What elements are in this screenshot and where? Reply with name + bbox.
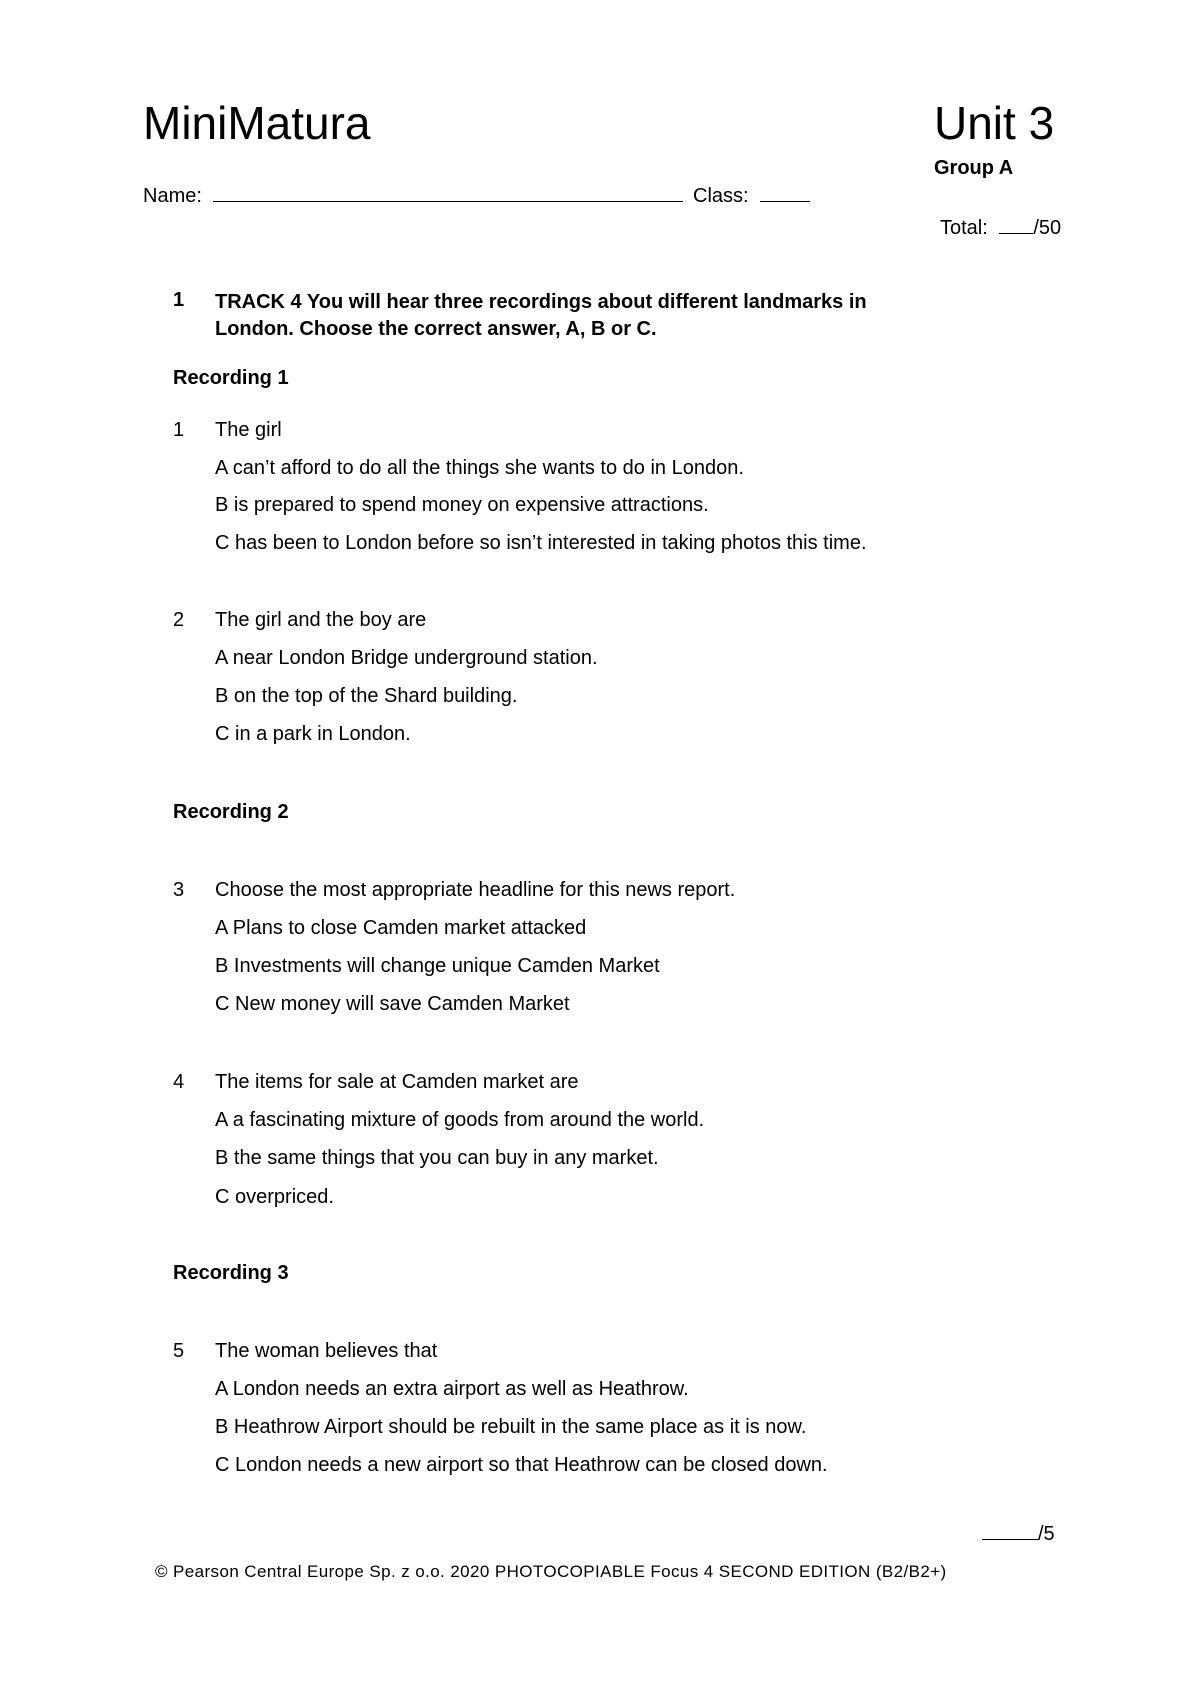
class-label: Class: bbox=[693, 185, 749, 207]
name-class-row bbox=[143, 183, 810, 208]
total-label: Total: bbox=[940, 217, 988, 239]
question-number: 1 bbox=[173, 419, 185, 441]
question-1-option-a[interactable]: A can’t afford to do all the things she wants to do in London. bbox=[215, 457, 744, 479]
question-stem: The girl and the boy are bbox=[215, 609, 427, 631]
question-3-option-a[interactable]: A Plans to close Camden market attacked bbox=[215, 917, 587, 939]
copyright-footer: © Pearson Central Europe Sp. z o.o. 2020 PHOTOCOPIABLE Focus 4 SECOND EDITION (B2/B2+) bbox=[155, 1562, 947, 1581]
score-max: /5 bbox=[1038, 1523, 1055, 1545]
question-5-option-a[interactable]: A London needs an extra airport as well as Heathrow. bbox=[215, 1378, 689, 1400]
question-number: 4 bbox=[173, 1071, 185, 1093]
question-3-option-c[interactable]: C New money will save Camden Market bbox=[215, 993, 570, 1015]
question-5-option-b[interactable]: B Heathrow Airport should be rebuilt in the same place as it is now. bbox=[215, 1416, 807, 1438]
question-stem: The woman believes that bbox=[215, 1340, 438, 1362]
question-4-option-b[interactable]: B the same things that you can buy in any market. bbox=[215, 1147, 659, 1169]
question-4-option-a[interactable]: A a fascinating mixture of goods from around the world. bbox=[215, 1109, 705, 1131]
recording-3-heading: Recording 3 bbox=[173, 1262, 289, 1284]
total-row bbox=[940, 215, 1061, 240]
question-1-option-c[interactable]: C has been to London before so isn’t interested in taking photos this time. bbox=[215, 532, 867, 554]
question-2-option-b[interactable]: B on the top of the Shard building. bbox=[215, 685, 518, 707]
name-field[interactable] bbox=[213, 183, 683, 202]
task-text-line-2: London. Choose the correct answer, A, B or C. bbox=[215, 318, 657, 340]
section-score bbox=[982, 1521, 1055, 1546]
class-field[interactable] bbox=[760, 183, 810, 202]
unit-label: Unit 3 bbox=[934, 97, 1055, 149]
question-number: 2 bbox=[173, 609, 185, 631]
name-label: Name: bbox=[143, 185, 202, 207]
recording-1-heading: Recording 1 bbox=[173, 367, 289, 389]
question-2-option-c[interactable]: C in a park in London. bbox=[215, 723, 411, 745]
question-stem: The girl bbox=[215, 419, 282, 441]
question-2-option-a[interactable]: A near London Bridge underground station. bbox=[215, 647, 598, 669]
worksheet-title: MiniMatura bbox=[143, 97, 371, 149]
task-text bbox=[215, 289, 867, 343]
question-3-option-b[interactable]: B Investments will change unique Camden Market bbox=[215, 955, 660, 977]
question-number: 5 bbox=[173, 1340, 185, 1362]
task-number: 1 bbox=[173, 289, 185, 311]
task-text-line-1: TRACK 4 You will hear three recordings about different landmarks in bbox=[215, 291, 867, 313]
question-stem: Choose the most appropriate headline for this news report. bbox=[215, 879, 736, 901]
total-field[interactable] bbox=[999, 215, 1033, 234]
score-field[interactable] bbox=[982, 1521, 1038, 1540]
group-label: Group A bbox=[934, 157, 1014, 179]
question-stem: The items for sale at Camden market are bbox=[215, 1071, 579, 1093]
recording-2-heading: Recording 2 bbox=[173, 801, 289, 823]
question-1-option-b[interactable]: B is prepared to spend money on expensive attractions. bbox=[215, 494, 709, 516]
total-max: /50 bbox=[1033, 217, 1062, 239]
question-4-option-c[interactable]: C overpriced. bbox=[215, 1186, 334, 1208]
question-number: 3 bbox=[173, 879, 185, 901]
question-5-option-c[interactable]: C London needs a new airport so that Heathrow can be closed down. bbox=[215, 1454, 828, 1476]
